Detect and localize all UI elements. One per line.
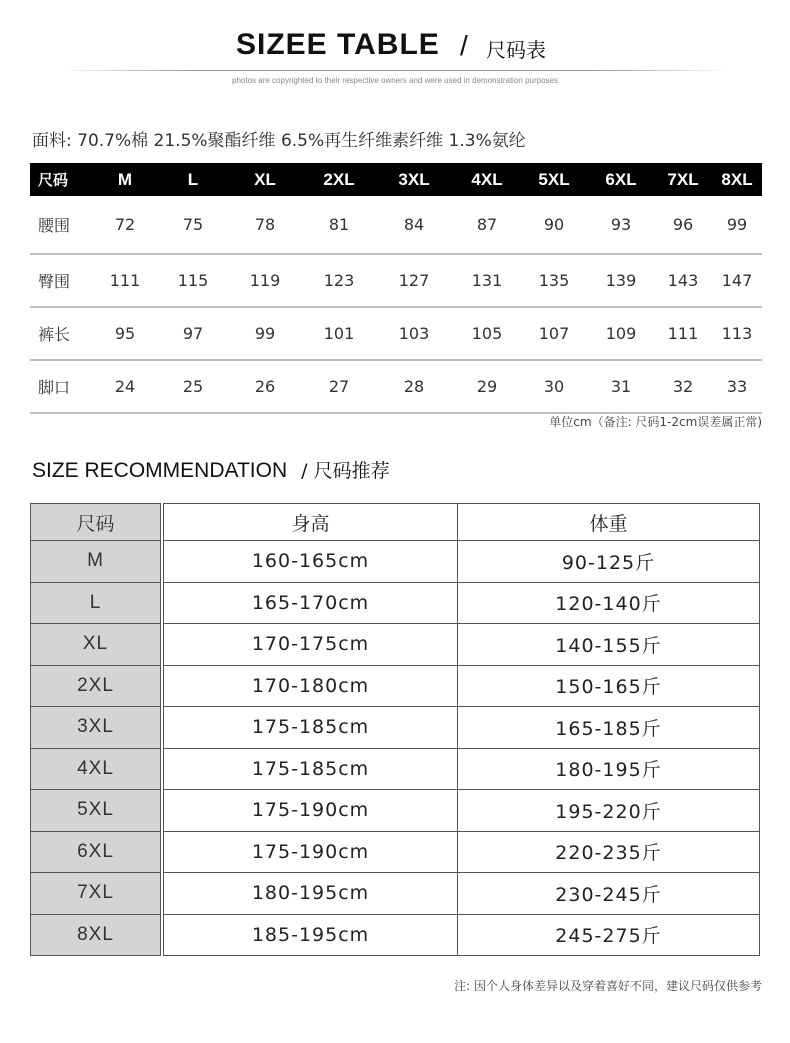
table-row [31, 831, 760, 873]
table-cell: 109 [588, 307, 654, 360]
size-header-cell: XL [226, 163, 304, 196]
size-table-header [30, 163, 762, 196]
table-cell: 135 [520, 254, 588, 307]
table-cell: 29 [454, 360, 520, 413]
rec-height-cell: 175-190cm [164, 790, 458, 832]
table-cell: 26 [226, 360, 304, 413]
table-row [31, 914, 760, 956]
unit-note: 单位cm（备注: 尺码1-2cm误差属正常) [549, 415, 762, 429]
table-row [31, 748, 760, 790]
copyright-note: photos are copyrighted to their respective owners and were used in demonstration purposes [232, 76, 558, 85]
table-row [31, 873, 760, 915]
table-row [30, 307, 762, 360]
rec-header-cell: 身高 [164, 504, 458, 541]
table-cell: 99 [712, 196, 762, 254]
rec-height-cell: 170-175cm [164, 624, 458, 666]
table-row [31, 707, 760, 749]
table-cell: 97 [160, 307, 226, 360]
table-cell: 84 [374, 196, 454, 254]
rec-height-cell: 180-195cm [164, 873, 458, 915]
rec-size-cell: 2XL [31, 665, 161, 707]
rec-size-cell: L [31, 582, 161, 624]
table-cell: 75 [160, 196, 226, 254]
table-cell: 95 [90, 307, 160, 360]
rec-weight-cell: 195-220斤 [458, 790, 760, 832]
size-header-cell: 8XL [712, 163, 762, 196]
recommendation-header [31, 504, 760, 541]
table-row [31, 541, 760, 583]
title-separator: / [460, 30, 468, 61]
table-cell: 131 [454, 254, 520, 307]
size-header-cell: 5XL [520, 163, 588, 196]
rec-height-cell: 165-170cm [164, 582, 458, 624]
table-row [31, 665, 760, 707]
rec-weight-cell: 220-235斤 [458, 831, 760, 873]
table-cell: 90 [520, 196, 588, 254]
table-cell: 96 [654, 196, 712, 254]
rec-weight-cell: 90-125斤 [458, 541, 760, 583]
measure-label: 腰围 [30, 196, 90, 254]
table-cell: 30 [520, 360, 588, 413]
recommendation-table [30, 503, 760, 956]
recommendation-title [32, 456, 390, 483]
rec-weight-cell: 120-140斤 [458, 582, 760, 624]
rec-height-cell: 170-180cm [164, 665, 458, 707]
table-row [31, 624, 760, 666]
table-cell: 127 [374, 254, 454, 307]
rec-weight-cell: 140-155斤 [458, 624, 760, 666]
rec-size-cell: M [31, 541, 161, 583]
table-cell: 115 [160, 254, 226, 307]
table-row [30, 254, 762, 307]
table-cell: 111 [654, 307, 712, 360]
table-cell: 93 [588, 196, 654, 254]
title-divider [60, 70, 730, 71]
table-cell: 87 [454, 196, 520, 254]
table-cell: 81 [304, 196, 374, 254]
table-cell: 101 [304, 307, 374, 360]
rec-size-cell: 5XL [31, 790, 161, 832]
size-header-cell: 6XL [588, 163, 654, 196]
size-table [30, 163, 762, 414]
rec-height-cell: 175-190cm [164, 831, 458, 873]
page-title: SIZEE TABLE [236, 28, 440, 61]
table-cell: 78 [226, 196, 304, 254]
rec-height-cell: 175-185cm [164, 748, 458, 790]
footer-note: 注: 因个人身体差异以及穿着喜好不同，建议尺码仅供参考 [454, 979, 762, 993]
table-row [30, 360, 762, 413]
rec-weight-cell: 165-185斤 [458, 707, 760, 749]
table-cell: 72 [90, 196, 160, 254]
table-cell: 143 [654, 254, 712, 307]
table-cell: 99 [226, 307, 304, 360]
table-cell: 32 [654, 360, 712, 413]
rec-size-cell: 6XL [31, 831, 161, 873]
table-row [31, 790, 760, 832]
table-cell: 111 [90, 254, 160, 307]
measure-label: 脚口 [30, 360, 90, 413]
table-cell: 27 [304, 360, 374, 413]
size-header-cell: M [90, 163, 160, 196]
table-cell: 24 [90, 360, 160, 413]
table-row [31, 582, 760, 624]
rec-weight-cell: 245-275斤 [458, 914, 760, 956]
measure-label: 裤长 [30, 307, 90, 360]
table-cell: 105 [454, 307, 520, 360]
fabric-composition: 面料: 70.7%棉 21.5%聚酯纤维 6.5%再生纤维素纤维 1.3%氨纶 [32, 131, 526, 151]
page-header [0, 24, 790, 68]
table-cell: 28 [374, 360, 454, 413]
table-cell: 31 [588, 360, 654, 413]
rec-height-cell: 160-165cm [164, 541, 458, 583]
rec-height-cell: 185-195cm [164, 914, 458, 956]
rec-size-cell: 4XL [31, 748, 161, 790]
rec-weight-cell: 150-165斤 [458, 665, 760, 707]
size-header-cell: 7XL [654, 163, 712, 196]
rec-size-cell: 8XL [31, 914, 161, 956]
table-cell: 119 [226, 254, 304, 307]
measure-label: 臀围 [30, 254, 90, 307]
size-header-cell: 3XL [374, 163, 454, 196]
table-cell: 113 [712, 307, 762, 360]
recommendation-title-en: SIZE RECOMMENDATION [32, 459, 288, 482]
rec-size-cell: XL [31, 624, 161, 666]
rec-header-cell: 尺码 [31, 504, 161, 541]
rec-header-cell: 体重 [458, 504, 760, 541]
rec-weight-cell: 180-195斤 [458, 748, 760, 790]
table-cell: 123 [304, 254, 374, 307]
table-row [30, 196, 762, 254]
rec-size-cell: 3XL [31, 707, 161, 749]
recommendation-title-zh: / 尺码推荐 [301, 460, 390, 482]
table-cell: 147 [712, 254, 762, 307]
table-cell: 25 [160, 360, 226, 413]
table-cell: 107 [520, 307, 588, 360]
size-header-cell: 2XL [304, 163, 374, 196]
rec-weight-cell: 230-245斤 [458, 873, 760, 915]
table-cell: 139 [588, 254, 654, 307]
table-cell: 33 [712, 360, 762, 413]
table-cell: 103 [374, 307, 454, 360]
page-subtitle: 尺码表 [486, 38, 546, 62]
rec-height-cell: 175-185cm [164, 707, 458, 749]
size-header-cell: 尺码 [30, 163, 90, 196]
size-header-cell: L [160, 163, 226, 196]
rec-size-cell: 7XL [31, 873, 161, 915]
size-header-cell: 4XL [454, 163, 520, 196]
